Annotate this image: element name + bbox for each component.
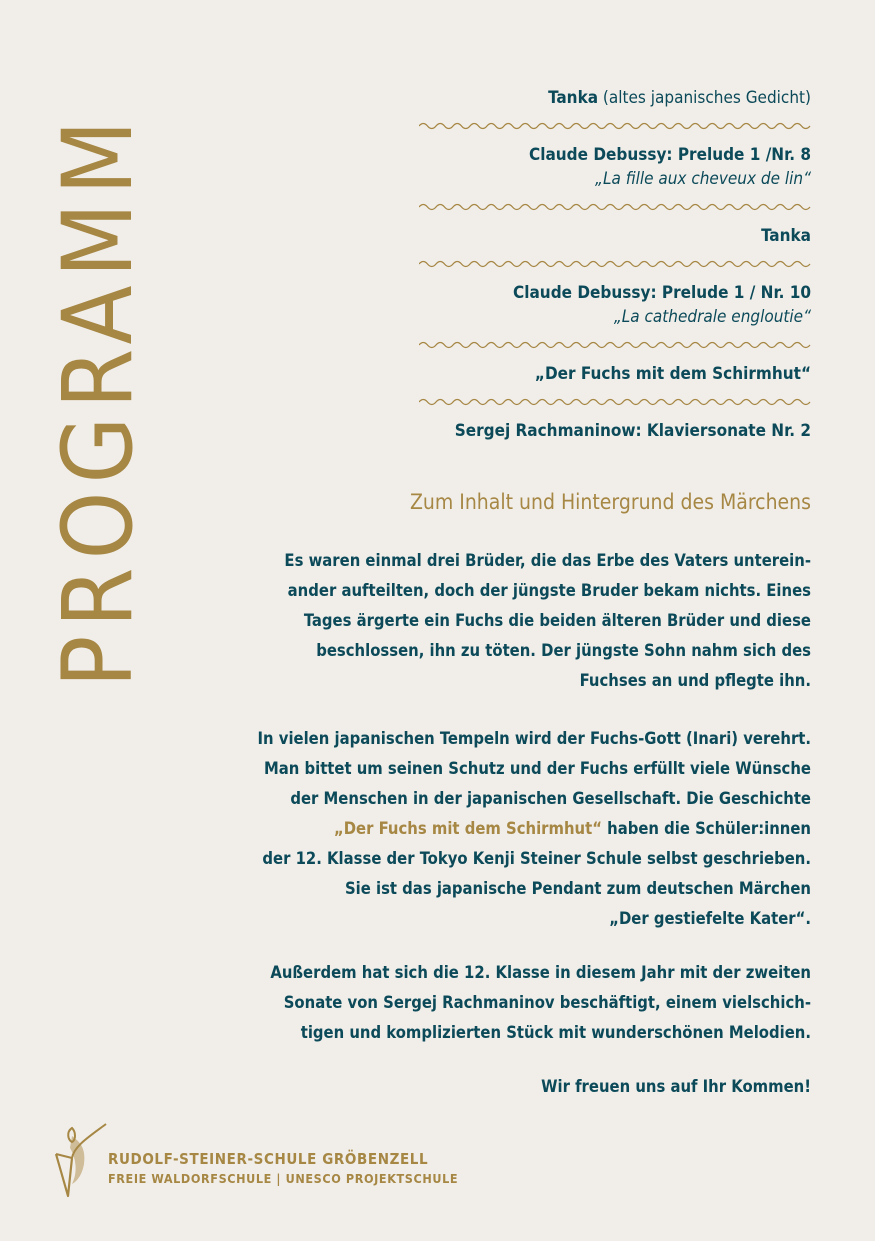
program-item-4 [411, 281, 811, 329]
program-item-subtitle: „La cathedrale engloutie“ [613, 307, 811, 327]
text-fragment: haben die Schüler:innen [601, 819, 811, 838]
program-item-subtitle: „La fille aux cheveux de lin“ [595, 169, 811, 189]
text-line: Tages ärgerte ein Fuchs die beiden älteren Brüder und diese [303, 611, 811, 630]
paragraph-story [284, 546, 811, 696]
text-line [258, 814, 811, 844]
wavy-divider [419, 258, 811, 268]
text-line: „Der gestiefelte Kater“. [609, 909, 811, 928]
text-line: der 12. Klasse der Tokyo Kenji Steiner Schule selbst geschrieben. [262, 849, 811, 868]
paragraph-background [258, 724, 811, 934]
program-item-note: (altes japanisches Gedicht) [598, 88, 811, 108]
program-item-5 [411, 362, 811, 386]
wavy-divider [419, 201, 811, 211]
program-list [411, 86, 811, 443]
text-line: In vielen japanischen Tempeln wird der Fuchs-Gott (Inari) verehrt. [257, 729, 811, 748]
text-line: der Menschen in der japanischen Gesellschaft. Die Geschichte [290, 789, 811, 808]
school-name: RUDOLF-STEINER-SCHULE GRÖBENZELL [108, 1150, 429, 1168]
program-item-title: Claude Debussy: Prelude 1 /Nr. 8 [529, 145, 811, 165]
paragraph-sonata [270, 958, 811, 1048]
text-line: ander aufteilten, doch der jüngste Bruder bekam nichts. Eines [287, 581, 811, 600]
wavy-divider [419, 396, 811, 406]
closing-line: Wir freuen uns auf Ihr Kommen! [541, 1077, 811, 1096]
story-title-highlight: „Der Fuchs mit dem Schirmhut“ [333, 819, 602, 838]
program-item-title: Tanka [548, 88, 599, 108]
school-logo-icon [50, 1118, 110, 1198]
section-heading: Zum Inhalt und Hintergrund des Märchens [409, 490, 811, 514]
text-line: Man bittet um seinen Schutz und der Fuchs erfüllt viele Wünsche [263, 759, 811, 778]
program-item-title: Tanka [761, 226, 811, 246]
program-item-title: Sergej Rachmaninow: Klaviersonate Nr. 2 [454, 421, 811, 441]
program-item-title: „Der Fuchs mit dem Schirmhut“ [534, 364, 811, 384]
program-item-2 [411, 143, 811, 191]
text-line: Es waren einmal drei Brüder, die das Erbe des Vaters unterein- [284, 551, 811, 570]
text-line: Sie ist das japanische Pendant zum deutschen Märchen [344, 879, 811, 898]
text-line: tigen und komplizierten Stück mit wunderschönen Melodien. [300, 1023, 811, 1042]
program-item-6 [411, 419, 811, 443]
text-line: beschlossen, ihn zu töten. Der jüngste Sohn nahm sich des [316, 641, 811, 660]
side-title-programm: PROGRAMM [42, 112, 154, 688]
school-footer [50, 1118, 490, 1198]
program-item-3 [411, 224, 811, 248]
wavy-divider [419, 120, 811, 130]
program-item-1 [411, 86, 811, 110]
program-item-title: Claude Debussy: Prelude 1 / Nr. 10 [513, 283, 811, 303]
school-tagline: FREIE WALDORFSCHULE | UNESCO PROJEKTSCHULE [108, 1171, 459, 1186]
wavy-divider [419, 339, 811, 349]
text-line: Fuchses an und pflegte ihn. [579, 671, 811, 690]
text-line: Außerdem hat sich die 12. Klasse in diesem Jahr mit der zweiten [270, 963, 811, 982]
text-line: Sonate von Sergej Rachmaninov beschäftigt, einem vielschich- [283, 993, 811, 1012]
